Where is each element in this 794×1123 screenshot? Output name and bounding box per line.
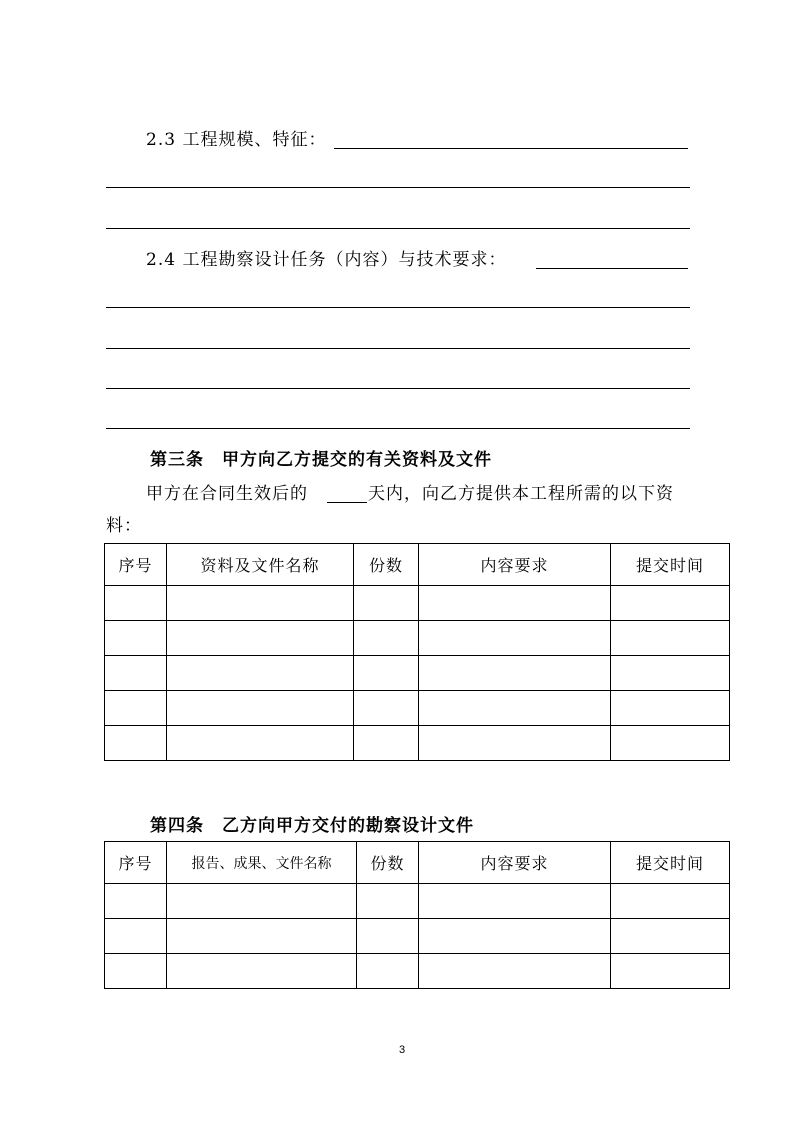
header-cell-index: 序号 (105, 842, 167, 884)
section-2-4-fill-line[interactable] (106, 307, 690, 308)
section-2-4-fill-line[interactable] (106, 428, 690, 429)
header-cell-name: 资料及文件名称 (167, 544, 354, 586)
table-cell[interactable] (611, 691, 730, 726)
article-3-body-part1: 甲方在合同生效后的 (146, 484, 308, 504)
table-cell[interactable] (354, 656, 419, 691)
table-cell[interactable] (167, 656, 354, 691)
table-cell[interactable] (419, 656, 611, 691)
header-cell-requirements: 内容要求 (419, 544, 611, 586)
header-cell-copies: 份数 (354, 544, 419, 586)
table-cell[interactable] (419, 954, 611, 989)
table-cell[interactable] (419, 884, 611, 919)
table-row (105, 954, 730, 989)
table-cell[interactable] (354, 726, 419, 761)
days-blank-line[interactable] (327, 502, 367, 503)
article-3-body-part3: 料： (106, 516, 142, 536)
section-2-3-fill-line[interactable] (334, 148, 688, 149)
deliverables-from-party-b-table (104, 841, 730, 989)
table-cell[interactable] (611, 954, 730, 989)
article-3-title: 第三条 甲方向乙方提交的有关资料及文件 (150, 450, 492, 470)
table-cell[interactable] (357, 954, 419, 989)
table-row (105, 691, 730, 726)
table-cell[interactable] (419, 919, 611, 954)
section-2-4-fill-line[interactable] (106, 388, 690, 389)
table-row (105, 586, 730, 621)
table-header-row (105, 544, 730, 586)
header-cell-copies: 份数 (357, 842, 419, 884)
table-cell[interactable] (105, 656, 167, 691)
table-cell[interactable] (105, 884, 167, 919)
table-cell[interactable] (611, 726, 730, 761)
table-cell[interactable] (419, 726, 611, 761)
section-2-3-fill-line[interactable] (106, 228, 690, 229)
table-cell[interactable] (611, 919, 730, 954)
table-cell[interactable] (611, 884, 730, 919)
table-cell[interactable] (105, 691, 167, 726)
table-cell[interactable] (167, 919, 357, 954)
table-cell[interactable] (105, 586, 167, 621)
table-row (105, 656, 730, 691)
table-cell[interactable] (419, 621, 611, 656)
article-4-title: 第四条 乙方向甲方交付的勘察设计文件 (150, 816, 474, 836)
table-cell[interactable] (105, 954, 167, 989)
table-cell[interactable] (354, 691, 419, 726)
table-cell[interactable] (611, 656, 730, 691)
section-2-4-fill-line[interactable] (536, 268, 688, 269)
table-row (105, 726, 730, 761)
section-2-4-label: 2.4 工程勘察设计任务（内容）与技术要求： (146, 250, 507, 270)
table-cell[interactable] (357, 919, 419, 954)
section-2-3-fill-line[interactable] (106, 187, 690, 188)
table-cell[interactable] (357, 884, 419, 919)
table-cell[interactable] (167, 621, 354, 656)
table-cell[interactable] (105, 919, 167, 954)
table-row (105, 919, 730, 954)
page-number: 3 (399, 1044, 406, 1056)
table-row (105, 884, 730, 919)
section-2-3-label: 2.3 工程规模、特征： (146, 130, 327, 150)
table-cell[interactable] (167, 586, 354, 621)
table-cell[interactable] (354, 586, 419, 621)
table-header-row (105, 842, 730, 884)
header-cell-name: 报告、成果、文件名称 (167, 842, 357, 884)
table-cell[interactable] (105, 726, 167, 761)
table-cell[interactable] (611, 586, 730, 621)
table-cell[interactable] (167, 954, 357, 989)
header-cell-submit-time: 提交时间 (611, 842, 730, 884)
article-3-body-part2: 天内，向乙方提供本工程所需的以下资 (368, 484, 674, 504)
table-cell[interactable] (419, 586, 611, 621)
table-row (105, 621, 730, 656)
table-cell[interactable] (167, 884, 357, 919)
table-cell[interactable] (419, 691, 611, 726)
header-cell-index: 序号 (105, 544, 167, 586)
section-2-4-fill-line[interactable] (106, 348, 690, 349)
table-cell[interactable] (105, 621, 167, 656)
header-cell-submit-time: 提交时间 (611, 544, 730, 586)
table-cell[interactable] (167, 691, 354, 726)
table-cell[interactable] (167, 726, 354, 761)
table-cell[interactable] (354, 621, 419, 656)
table-cell[interactable] (611, 621, 730, 656)
documents-from-party-a-table (104, 543, 730, 761)
header-cell-requirements: 内容要求 (419, 842, 611, 884)
